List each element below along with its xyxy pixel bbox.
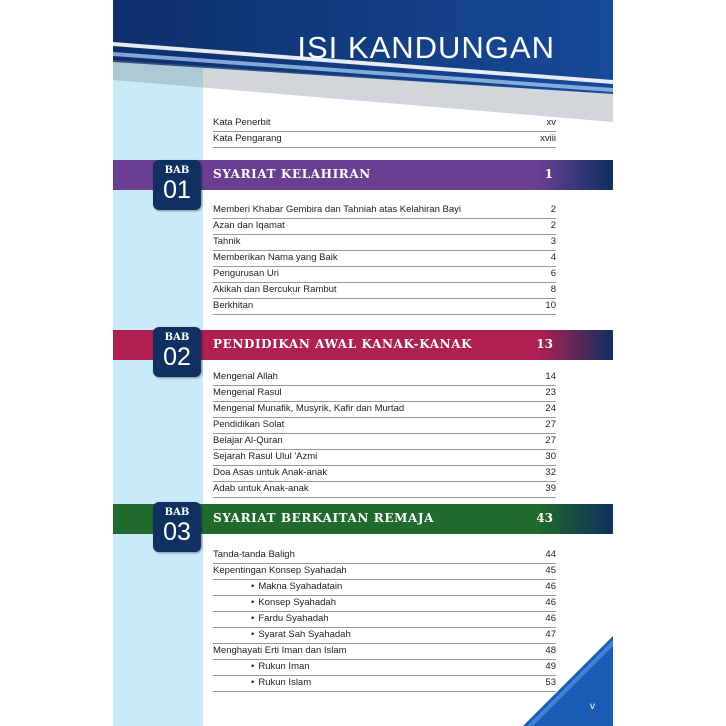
toc-row[interactable] — [213, 203, 556, 219]
page-title: ISI KANDUNGAN — [297, 30, 555, 65]
toc-row[interactable] — [213, 283, 556, 299]
toc-row[interactable] — [213, 370, 556, 386]
bullet-icon: • — [251, 597, 255, 608]
chapter-title: SYARIAT BERKAITAN REMAJA — [213, 511, 435, 525]
toc-row-page: 39 — [545, 483, 556, 494]
toc-row-label: Fardu Syahadah — [258, 613, 329, 624]
toc-row-label: Konsep Syahadah — [258, 597, 336, 608]
toc-row-page: 49 — [545, 661, 556, 672]
toc-row-page: 10 — [545, 300, 556, 311]
toc-row[interactable] — [213, 402, 556, 418]
toc-row-label: Tahnik — [213, 236, 241, 247]
toc-row[interactable] — [213, 299, 556, 315]
preface-list — [213, 116, 556, 148]
toc-row-page: 8 — [550, 284, 556, 295]
badge-number: 01 — [163, 176, 191, 204]
chapter-page: 1 — [544, 167, 553, 181]
toc-row-label: Kata Penerbit — [213, 117, 271, 128]
bullet-icon: • — [251, 661, 255, 672]
toc-row[interactable] — [213, 132, 556, 148]
toc-row-page: 27 — [545, 435, 556, 446]
bullet-icon: • — [251, 581, 255, 592]
toc-row-page: 2 — [550, 220, 556, 231]
toc-row-label: Syarat Sah Syahadah — [258, 629, 351, 640]
toc-subrow[interactable] — [213, 580, 556, 596]
toc-row[interactable] — [213, 564, 556, 580]
toc-row-label: Akikah dan Bercukur Rambut — [213, 284, 337, 295]
chapter-01-badge — [153, 160, 201, 210]
toc-row[interactable] — [213, 434, 556, 450]
chapter-03-badge — [153, 502, 201, 552]
toc-row-label: Memberikan Nama yang Baik — [213, 252, 338, 263]
toc-row-label: Pendidikan Solat — [213, 419, 285, 430]
toc-subrow[interactable] — [213, 612, 556, 628]
chapter-page: 43 — [536, 511, 553, 525]
toc-row-page: xviii — [540, 133, 556, 144]
toc-row[interactable] — [213, 450, 556, 466]
toc-row-page: 53 — [545, 677, 556, 688]
toc-row[interactable] — [213, 548, 556, 564]
toc-page — [113, 0, 613, 726]
page-number: v — [590, 701, 595, 712]
toc-row-label: Pengurusan Uri — [213, 268, 280, 279]
badge-bab-label: BAB — [164, 165, 190, 176]
toc-subrow[interactable] — [213, 596, 556, 612]
toc-row-page: 45 — [545, 565, 556, 576]
toc-row-page: 3 — [550, 236, 556, 247]
toc-row-label: Azan dan Iqamat — [213, 220, 285, 231]
toc-row-label: Makna Syahadatain — [258, 581, 343, 592]
toc-row-label: Kepentingan Konsep Syahadah — [213, 565, 347, 576]
toc-row-label: Berkhitan — [213, 300, 254, 311]
toc-row-label: Adab untuk Anak-anak — [213, 483, 309, 494]
page-header — [113, 0, 613, 122]
toc-row-label: Mengenal Munafik, Musyrik, Kafir dan Murtad — [213, 403, 405, 414]
toc-row-page: 47 — [545, 629, 556, 640]
toc-row-page: 46 — [545, 581, 556, 592]
toc-row-page: 30 — [545, 451, 556, 462]
toc-row[interactable] — [213, 482, 556, 498]
toc-row[interactable] — [213, 644, 556, 660]
toc-row[interactable] — [213, 116, 556, 132]
bullet-icon: • — [251, 677, 255, 688]
toc-row-page: 4 — [550, 252, 556, 263]
toc-subrow[interactable] — [213, 628, 556, 644]
toc-row[interactable] — [213, 267, 556, 283]
toc-row-label: Belajar Al-Quran — [213, 435, 283, 446]
toc-row-page: 23 — [545, 387, 556, 398]
toc-row-label: Tanda-tanda Baligh — [213, 549, 295, 560]
toc-row-label: Rukun Islam — [258, 677, 312, 688]
toc-row-label: Doa Asas untuk Anak-anak — [213, 467, 328, 478]
toc-row-page: 44 — [545, 549, 556, 560]
toc-row[interactable] — [213, 418, 556, 434]
bullet-icon: • — [251, 613, 255, 624]
chapter-page: 13 — [536, 337, 553, 351]
chapter-title: SYARIAT KELAHIRAN — [213, 167, 371, 181]
chapter-02-list — [213, 370, 556, 498]
toc-row-page: 6 — [550, 268, 556, 279]
toc-row-page: 46 — [545, 613, 556, 624]
badge-number: 03 — [163, 518, 191, 546]
corner-triangle-graphic — [523, 636, 613, 726]
bullet-icon: • — [251, 629, 255, 640]
toc-subrow[interactable] — [213, 660, 556, 676]
toc-row[interactable] — [213, 466, 556, 482]
toc-row-label: Mengenal Rasul — [213, 387, 282, 398]
toc-row-page: 46 — [545, 597, 556, 608]
toc-row-label: Menghayati Erti Iman dan Islam — [213, 645, 347, 656]
toc-row[interactable] — [213, 386, 556, 402]
toc-row-page: 2 — [550, 204, 556, 215]
chapter-02-badge — [153, 327, 201, 377]
badge-bab-label: BAB — [164, 332, 190, 343]
toc-row-page: xv — [546, 117, 556, 128]
toc-row-label: Sejarah Rasul Ulul 'Azmi — [213, 451, 318, 462]
chapter-01-list — [213, 203, 556, 315]
toc-row-page: 48 — [545, 645, 556, 656]
toc-row-page: 27 — [545, 419, 556, 430]
badge-number: 02 — [163, 343, 191, 371]
badge-bab-label: BAB — [164, 507, 190, 518]
toc-row-label: Mengenal Allah — [213, 371, 278, 382]
chapter-title: PENDIDIKAN AWAL KANAK-KANAK — [213, 337, 473, 351]
toc-row-label: Memberi Khabar Gembira dan Tahniah atas Kelahiran Bayi — [213, 204, 462, 215]
toc-subrow[interactable] — [213, 676, 556, 692]
toc-row[interactable] — [213, 219, 556, 235]
toc-row-page: 24 — [545, 403, 556, 414]
toc-row[interactable] — [213, 235, 556, 251]
toc-row[interactable] — [213, 251, 556, 267]
toc-row-label: Kata Pengarang — [213, 133, 282, 144]
toc-row-page: 14 — [545, 371, 556, 382]
chapter-03-list — [213, 548, 556, 692]
toc-row-label: Rukun Iman — [258, 661, 310, 672]
toc-row-page: 32 — [545, 467, 556, 478]
